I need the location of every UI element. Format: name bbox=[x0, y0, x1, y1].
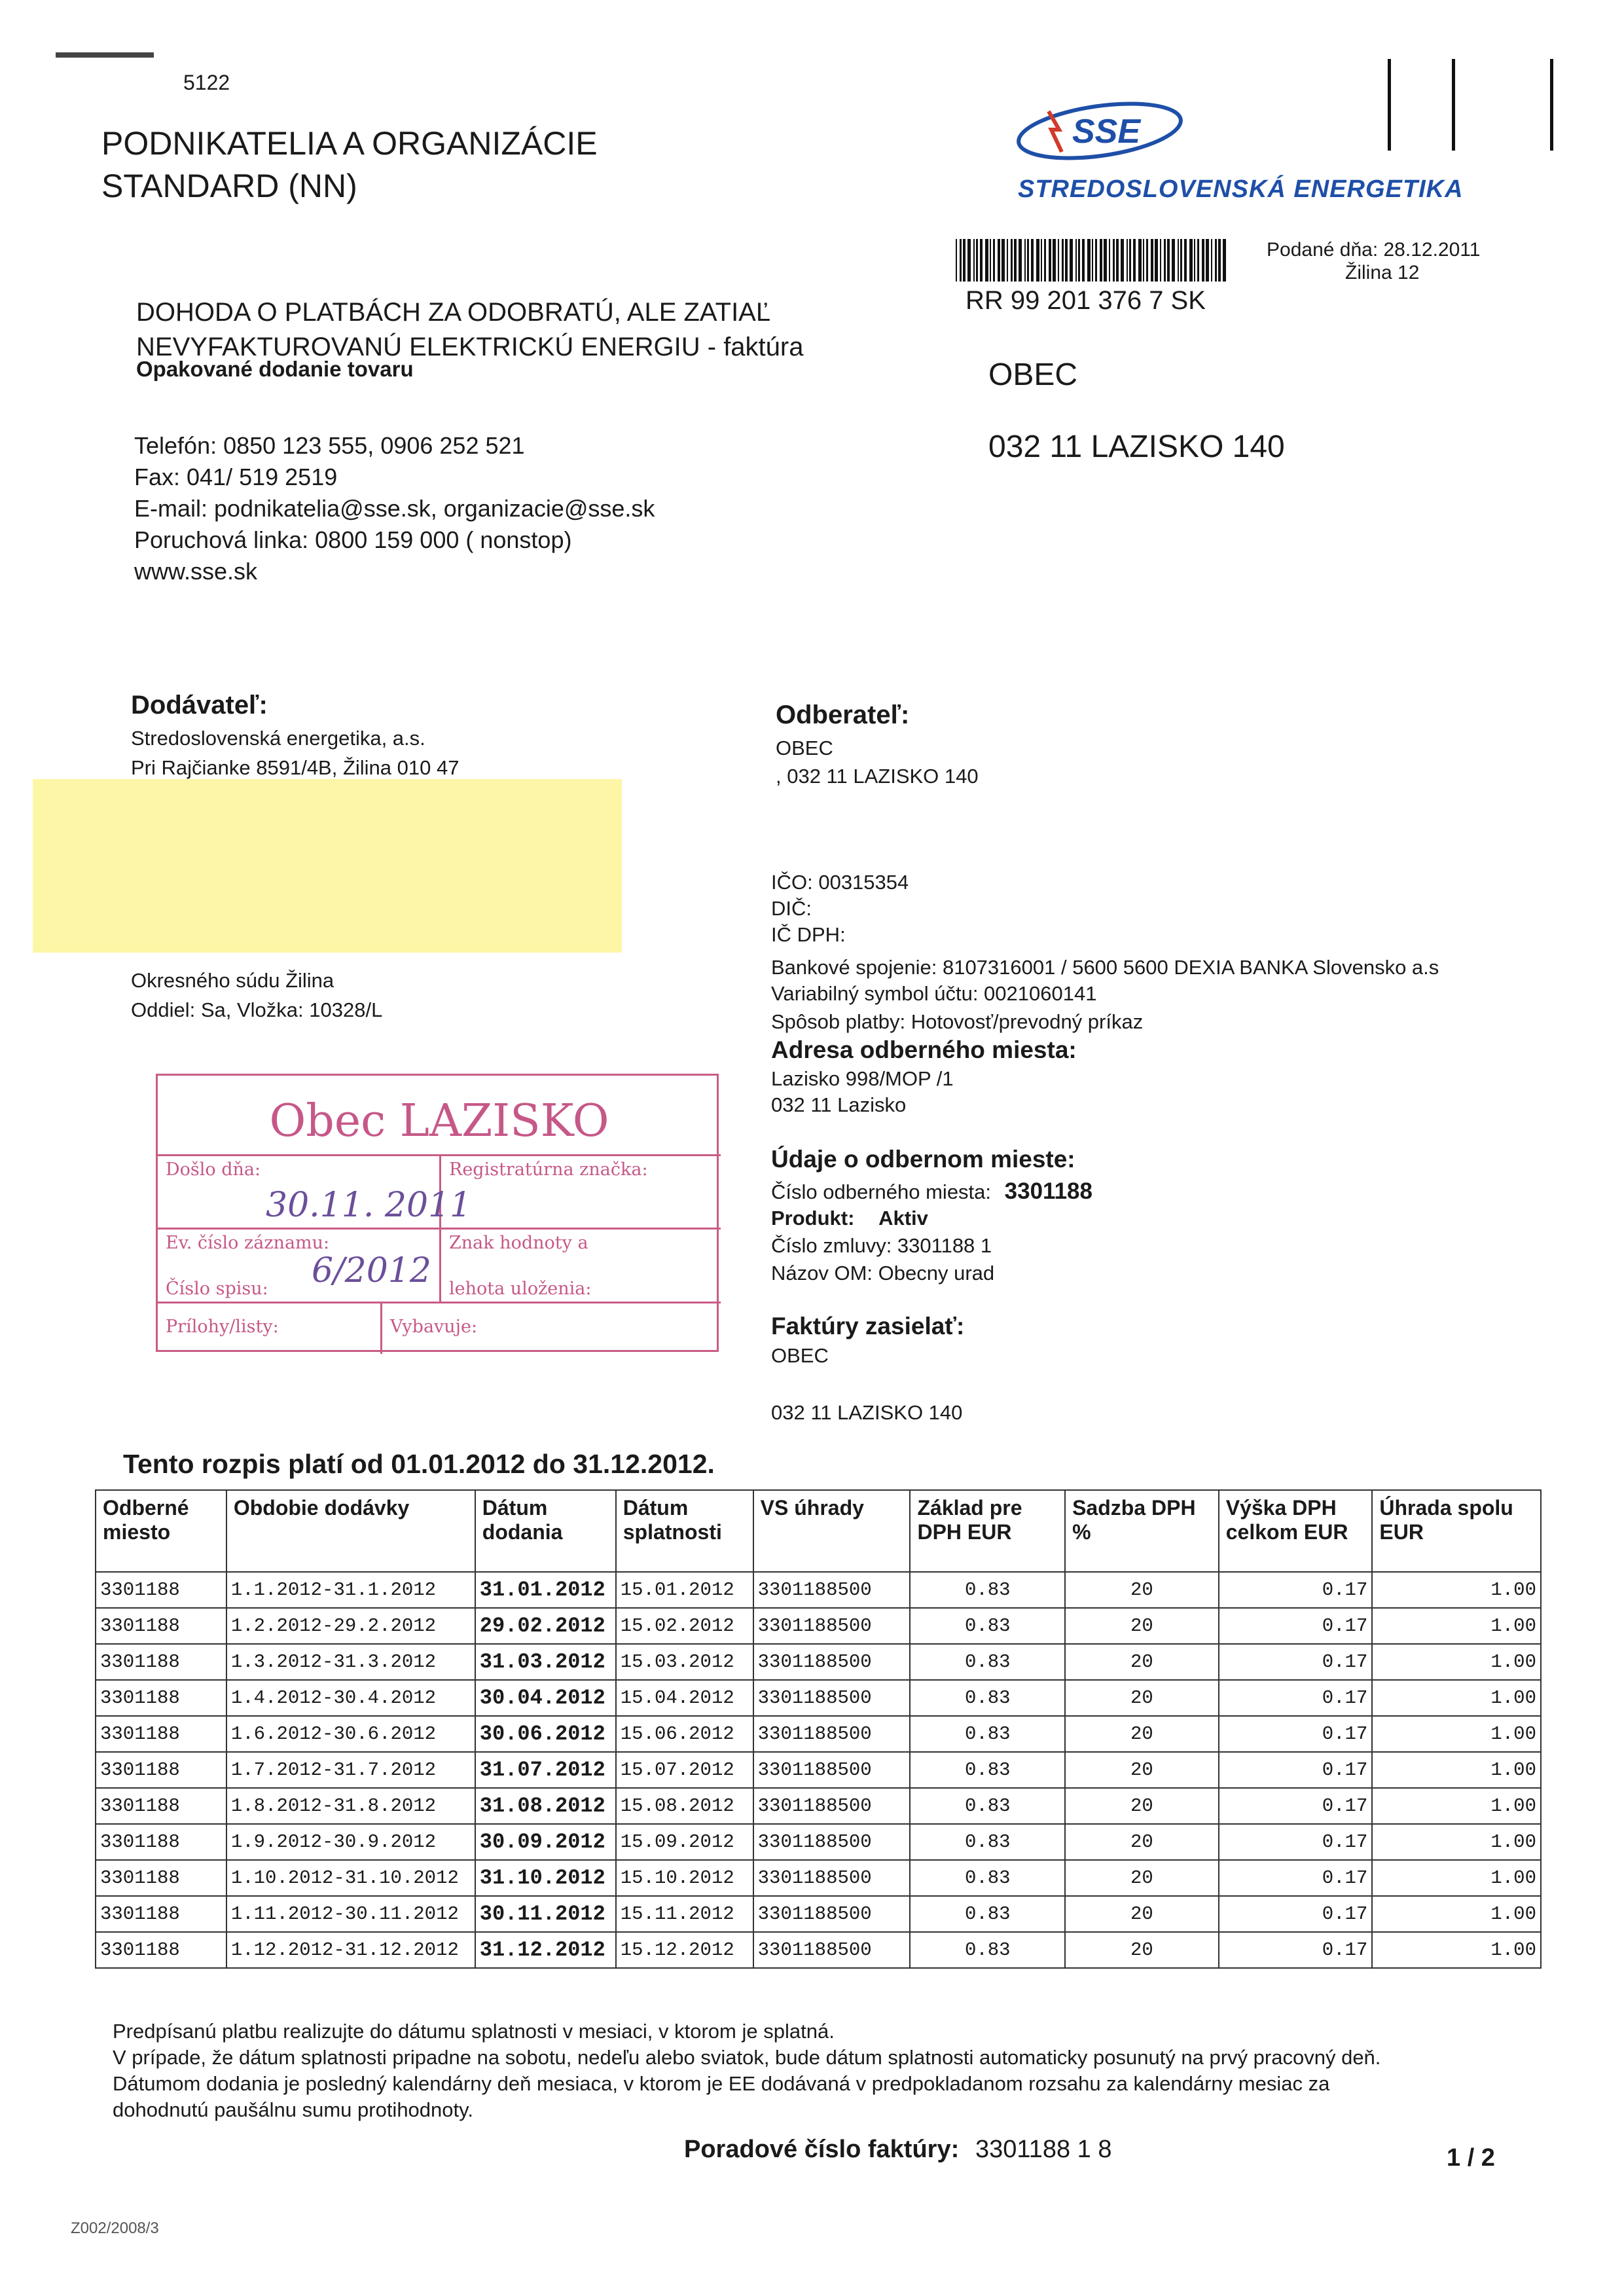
recipient-address: 032 11 LAZISKO 140 bbox=[988, 429, 1285, 464]
barcode-bar bbox=[1058, 239, 1059, 282]
cell-rate: 20 bbox=[1065, 1680, 1219, 1716]
barcode-bar bbox=[985, 239, 988, 282]
note-line2: V prípade, že dátum splatnosti pripadne na sobotu, nedeľu alebo sviatok, bude dátum splatnosti automaticky posunutý na prvý pracovný deň. bbox=[113, 2046, 1381, 2069]
barcode-bar bbox=[1011, 239, 1013, 282]
cell-vs: 3301188500 bbox=[753, 1932, 911, 1968]
cell-vs: 3301188500 bbox=[753, 1608, 911, 1644]
sort-mark bbox=[1550, 59, 1553, 151]
barcode-bar bbox=[1180, 239, 1182, 282]
site-address-line1: Lazisko 998/MOP /1 bbox=[771, 1067, 954, 1090]
cell-total: 1.00 bbox=[1372, 1680, 1541, 1716]
col-site: Odberné miesto bbox=[96, 1490, 226, 1572]
cell-due-date: 15.04.2012 bbox=[616, 1680, 753, 1716]
contact-hotline: Poruchová linka: 0800 159 000 ( nonstop) bbox=[134, 526, 572, 553]
cell-site: 3301188 bbox=[96, 1824, 226, 1860]
document-title-line1: DOHODA O PLATBÁCH ZA ODOBRATÚ, ALE ZATIAĽ bbox=[136, 298, 771, 327]
supplier-heading: Dodávateľ: bbox=[131, 691, 268, 720]
payment-schedule-table bbox=[95, 1489, 1542, 1969]
cell-delivery-date: 31.08.2012 bbox=[475, 1788, 616, 1824]
cell-vs: 3301188500 bbox=[753, 1860, 911, 1896]
supplier-name: Stredoslovenská energetika, a.s. bbox=[131, 727, 425, 750]
cell-period: 1.8.2012-31.8.2012 bbox=[226, 1788, 475, 1824]
barcode-bar bbox=[967, 239, 971, 282]
cell-due-date: 15.11.2012 bbox=[616, 1896, 753, 1932]
cell-total: 1.00 bbox=[1372, 1788, 1541, 1824]
col-base: Základ pre DPH EUR bbox=[910, 1490, 1065, 1572]
cell-delivery-date: 31.01.2012 bbox=[475, 1572, 616, 1608]
barcode-bar bbox=[1223, 239, 1226, 282]
cell-delivery-date: 30.06.2012 bbox=[475, 1716, 616, 1752]
barcode-bar bbox=[1202, 239, 1204, 282]
note-line1: Predpísanú platbu realizujte do dátumu splatnosti v mesiaci, v ktorom je splatná. bbox=[113, 2020, 835, 2043]
page-number: 1 / 2 bbox=[1447, 2144, 1495, 2172]
barcode-bar bbox=[1078, 239, 1080, 282]
cell-site: 3301188 bbox=[96, 1788, 226, 1824]
buyer-heading: Odberateľ: bbox=[776, 701, 910, 729]
cell-period: 1.9.2012-30.9.2012 bbox=[226, 1824, 475, 1860]
stamp-file-number: 6/2012 bbox=[312, 1251, 431, 1290]
table-row bbox=[96, 1608, 1541, 1644]
table-row bbox=[96, 1860, 1541, 1896]
submitted-post-office: Žilina 12 bbox=[1345, 262, 1420, 283]
cell-total: 1.00 bbox=[1372, 1824, 1541, 1860]
cell-due-date: 15.09.2012 bbox=[616, 1824, 753, 1860]
barcode-bar bbox=[1104, 239, 1107, 282]
cell-vat: 0.17 bbox=[1219, 1752, 1373, 1788]
cell-vat: 0.17 bbox=[1219, 1860, 1373, 1896]
cell-delivery-date: 31.07.2012 bbox=[475, 1752, 616, 1788]
barcode-bar bbox=[1100, 239, 1102, 282]
cell-due-date: 15.12.2012 bbox=[616, 1932, 753, 1968]
stamp-title: Obec LAZISKO bbox=[269, 1095, 609, 1147]
stamp-file-label: Číslo spisu: bbox=[166, 1279, 268, 1299]
barcode-bar bbox=[1211, 239, 1212, 282]
product-label: Produkt: bbox=[771, 1207, 855, 1230]
cell-rate: 20 bbox=[1065, 1932, 1219, 1968]
cell-site: 3301188 bbox=[96, 1572, 226, 1608]
form-code: Z002/2008/3 bbox=[71, 2219, 159, 2237]
barcode-bar bbox=[1049, 239, 1051, 282]
table-row bbox=[96, 1824, 1541, 1860]
cell-base: 0.83 bbox=[910, 1572, 1065, 1608]
cell-due-date: 15.01.2012 bbox=[616, 1572, 753, 1608]
invoices-to-address: 032 11 LAZISKO 140 bbox=[771, 1401, 963, 1424]
redaction-note bbox=[33, 779, 622, 953]
cell-rate: 20 bbox=[1065, 1824, 1219, 1860]
barcode-bar bbox=[1143, 239, 1144, 282]
barcode-bar bbox=[1218, 239, 1221, 282]
site-name: Názov OM: Obecny urad bbox=[771, 1262, 995, 1285]
segment-title-line1: PODNIKATELIA A ORGANIZÁCIE bbox=[101, 125, 598, 162]
barcode-bar bbox=[1024, 239, 1026, 282]
cell-vat: 0.17 bbox=[1219, 1644, 1373, 1680]
cell-period: 1.6.2012-30.6.2012 bbox=[226, 1716, 475, 1752]
table-row bbox=[96, 1572, 1541, 1608]
cell-due-date: 15.02.2012 bbox=[616, 1608, 753, 1644]
barcode-bar bbox=[1194, 239, 1195, 282]
cell-delivery-date: 30.04.2012 bbox=[475, 1680, 616, 1716]
cell-vat: 0.17 bbox=[1219, 1680, 1373, 1716]
cell-period: 1.3.2012-31.3.2012 bbox=[226, 1644, 475, 1680]
stamp-received-label: Došlo dňa: bbox=[166, 1159, 261, 1180]
barcode-bar bbox=[993, 239, 995, 282]
supplier-address: Pri Rajčianke 8591/4B, Žilina 010 47 bbox=[131, 756, 460, 779]
barcode-bar bbox=[1129, 239, 1131, 282]
col-due-date: Dátum splatnosti bbox=[616, 1490, 753, 1572]
barcode-bar bbox=[1172, 239, 1175, 282]
barcode-bar bbox=[1062, 239, 1064, 282]
barcode-bar bbox=[1215, 239, 1217, 282]
cell-base: 0.83 bbox=[910, 1860, 1065, 1896]
barcode-bar bbox=[960, 239, 962, 282]
cell-total: 1.00 bbox=[1372, 1716, 1541, 1752]
barcode-bar bbox=[956, 239, 957, 282]
cell-rate: 20 bbox=[1065, 1716, 1219, 1752]
cell-rate: 20 bbox=[1065, 1860, 1219, 1896]
barcode-bar bbox=[998, 239, 1000, 282]
table-row bbox=[96, 1788, 1541, 1824]
barcode-bar bbox=[1109, 239, 1110, 282]
invoices-to-heading: Faktúry zasielať: bbox=[771, 1313, 965, 1339]
product-value: Aktiv bbox=[878, 1207, 928, 1230]
stamp-handles-label: Vybavuje: bbox=[390, 1317, 478, 1337]
supplier-court: Okresného súdu Žilina bbox=[131, 969, 334, 992]
contact-web: www.sse.sk bbox=[134, 558, 258, 585]
cell-vat: 0.17 bbox=[1219, 1572, 1373, 1608]
table-row bbox=[96, 1644, 1541, 1680]
cell-due-date: 15.07.2012 bbox=[616, 1752, 753, 1788]
barcode-bar bbox=[1065, 239, 1068, 282]
cell-delivery-date: 30.09.2012 bbox=[475, 1824, 616, 1860]
barcode-bar bbox=[1184, 239, 1187, 282]
cell-base: 0.83 bbox=[910, 1788, 1065, 1824]
barcode-bar bbox=[973, 239, 975, 282]
cell-period: 1.12.2012-31.12.2012 bbox=[226, 1932, 475, 1968]
cell-vs: 3301188500 bbox=[753, 1824, 911, 1860]
site-number bbox=[771, 1178, 1092, 1205]
cell-delivery-date: 29.02.2012 bbox=[475, 1608, 616, 1644]
barcode-bar bbox=[1027, 239, 1029, 282]
cell-vat: 0.17 bbox=[1219, 1608, 1373, 1644]
stamp-registry-label: Registratúrna značka: bbox=[449, 1159, 648, 1180]
cell-base: 0.83 bbox=[910, 1680, 1065, 1716]
note-line3: Dátumom dodania je posledný kalendárny deň mesiaca, v ktorom je EE dodávaná v predpokladanom rozsahu za kalendárny mesiac za bbox=[113, 2072, 1330, 2095]
cell-site: 3301188 bbox=[96, 1896, 226, 1932]
cell-period: 1.7.2012-31.7.2012 bbox=[226, 1752, 475, 1788]
tracking-number: RR 99 201 376 7 SK bbox=[965, 286, 1206, 315]
table-row bbox=[96, 1680, 1541, 1716]
cell-base: 0.83 bbox=[910, 1896, 1065, 1932]
cell-base: 0.83 bbox=[910, 1752, 1065, 1788]
cell-vs: 3301188500 bbox=[753, 1716, 911, 1752]
cell-due-date: 15.03.2012 bbox=[616, 1644, 753, 1680]
cell-rate: 20 bbox=[1065, 1752, 1219, 1788]
barcode-bar bbox=[1189, 239, 1193, 282]
cell-base: 0.83 bbox=[910, 1824, 1065, 1860]
cell-site: 3301188 bbox=[96, 1752, 226, 1788]
cell-due-date: 15.08.2012 bbox=[616, 1788, 753, 1824]
barcode-bar bbox=[1041, 239, 1042, 282]
cell-rate: 20 bbox=[1065, 1644, 1219, 1680]
barcode-bar bbox=[1087, 239, 1091, 282]
cell-total: 1.00 bbox=[1372, 1896, 1541, 1932]
cell-rate: 20 bbox=[1065, 1896, 1219, 1932]
barcode-bar bbox=[1151, 239, 1153, 282]
table-row bbox=[96, 1896, 1541, 1932]
cell-vat: 0.17 bbox=[1219, 1788, 1373, 1824]
site-number-value: 3301188 bbox=[1004, 1178, 1092, 1204]
col-vs: VS úhrady bbox=[753, 1490, 911, 1572]
product bbox=[771, 1207, 928, 1230]
table-row bbox=[96, 1752, 1541, 1788]
cell-total: 1.00 bbox=[1372, 1572, 1541, 1608]
col-period: Obdobie dodávky bbox=[226, 1490, 475, 1572]
cell-site: 3301188 bbox=[96, 1716, 226, 1752]
submitted-date: Podané dňa: 28.12.2011 bbox=[1267, 239, 1481, 261]
barcode-bar bbox=[1095, 239, 1097, 282]
buyer-ic-dph: IČ DPH: bbox=[771, 923, 846, 946]
barcode-bar bbox=[1206, 239, 1209, 282]
cell-vs: 3301188500 bbox=[753, 1752, 911, 1788]
cell-base: 0.83 bbox=[910, 1716, 1065, 1752]
cell-base: 0.83 bbox=[910, 1644, 1065, 1680]
site-address-line2: 032 11 Lazisko bbox=[771, 1093, 907, 1116]
barcode-bar bbox=[1197, 239, 1199, 282]
cell-delivery-date: 30.11.2012 bbox=[475, 1896, 616, 1932]
stamp-retention-label: lehota uloženia: bbox=[449, 1279, 592, 1299]
barcode-bar bbox=[1113, 239, 1115, 282]
cell-total: 1.00 bbox=[1372, 1608, 1541, 1644]
cell-total: 1.00 bbox=[1372, 1752, 1541, 1788]
cell-delivery-date: 31.10.2012 bbox=[475, 1860, 616, 1896]
segment-title-line2: STANDARD (NN) bbox=[101, 168, 357, 204]
barcode-bar bbox=[1121, 239, 1124, 282]
barcode-bar bbox=[963, 239, 965, 282]
cell-site: 3301188 bbox=[96, 1644, 226, 1680]
cell-period: 1.2.2012-29.2.2012 bbox=[226, 1608, 475, 1644]
buyer-variable-symbol: Variabilný symbol účtu: 0021060141 bbox=[771, 982, 1097, 1005]
table-row bbox=[96, 1716, 1541, 1752]
cell-vs: 3301188500 bbox=[753, 1788, 911, 1824]
barcode-bar bbox=[1092, 239, 1093, 282]
buyer-name: OBEC bbox=[776, 737, 833, 759]
contact-fax: Fax: 041/ 519 2519 bbox=[134, 464, 338, 490]
barcode-bar bbox=[1138, 239, 1142, 282]
scan-mark bbox=[56, 52, 154, 58]
contact-email: E-mail: podnikatelia@sse.sk, organizacie@sse.sk bbox=[134, 495, 655, 522]
barcode-bar bbox=[1127, 239, 1128, 282]
cell-rate: 20 bbox=[1065, 1608, 1219, 1644]
buyer-ico: IČO: 00315354 bbox=[771, 871, 909, 894]
invoice-number: 3301188 1 8 bbox=[975, 2136, 1112, 2163]
document-subtitle: Opakované dodanie tovaru bbox=[136, 357, 414, 381]
cell-vs: 3301188500 bbox=[753, 1644, 911, 1680]
cell-vat: 0.17 bbox=[1219, 1824, 1373, 1860]
col-vat: Výška DPH celkom EUR bbox=[1219, 1490, 1373, 1572]
contact-phone: Telefón: 0850 123 555, 0906 252 521 bbox=[134, 432, 525, 459]
postal-barcode bbox=[956, 239, 1231, 282]
cell-vat: 0.17 bbox=[1219, 1716, 1373, 1752]
cell-vs: 3301188500 bbox=[753, 1680, 911, 1716]
barcode-bar bbox=[1155, 239, 1158, 282]
cell-rate: 20 bbox=[1065, 1788, 1219, 1824]
stamp-attachments-label: Prílohy/listy: bbox=[166, 1317, 279, 1337]
barcode-bar bbox=[1133, 239, 1136, 282]
cell-base: 0.83 bbox=[910, 1932, 1065, 1968]
table-row bbox=[96, 1932, 1541, 1968]
site-address-heading: Adresa odberného miesta: bbox=[771, 1036, 1077, 1063]
barcode-bar bbox=[990, 239, 991, 282]
barcode-bar bbox=[1031, 239, 1034, 282]
cell-rate: 20 bbox=[1065, 1572, 1219, 1608]
barcode-bar bbox=[1082, 239, 1085, 282]
cell-site: 3301188 bbox=[96, 1932, 226, 1968]
document-code: 5122 bbox=[183, 71, 230, 94]
cell-vat: 0.17 bbox=[1219, 1932, 1373, 1968]
cell-total: 1.00 bbox=[1372, 1644, 1541, 1680]
sse-logo bbox=[1008, 98, 1191, 164]
barcode-bar bbox=[976, 239, 978, 282]
invoice-number-label: Poradové číslo faktúry: bbox=[684, 2136, 960, 2163]
barcode-bar bbox=[1001, 239, 1005, 282]
cell-site: 3301188 bbox=[96, 1608, 226, 1644]
table-header-row bbox=[96, 1490, 1541, 1572]
company-name: STREDOSLOVENSKÁ ENERGETIKA bbox=[1018, 175, 1464, 203]
stamp-received-date: 30.11. 2011 bbox=[266, 1186, 472, 1225]
contract-number: Číslo zmluvy: 3301188 1 bbox=[771, 1234, 992, 1257]
barcode-bar bbox=[1044, 239, 1046, 282]
barcode-bar bbox=[1116, 239, 1119, 282]
buyer-address: , 032 11 LAZISKO 140 bbox=[776, 765, 979, 788]
cell-due-date: 15.06.2012 bbox=[616, 1716, 753, 1752]
barcode-bar bbox=[980, 239, 983, 282]
sort-mark bbox=[1452, 59, 1455, 151]
invoices-to-name: OBEC bbox=[771, 1344, 829, 1367]
cell-due-date: 15.10.2012 bbox=[616, 1860, 753, 1896]
barcode-bar bbox=[1146, 239, 1148, 282]
cell-vs: 3301188500 bbox=[753, 1572, 911, 1608]
buyer-dic: DIČ: bbox=[771, 897, 812, 920]
buyer-bank: Bankové spojenie: 8107316001 / 5600 5600 DEXIA BANKA Slovensko a.s bbox=[771, 956, 1439, 979]
validity-period: Tento rozpis platí od 01.01.2012 do 31.12.2012. bbox=[123, 1449, 715, 1479]
barcode-bar bbox=[1075, 239, 1077, 282]
barcode-bar bbox=[1053, 239, 1056, 282]
barcode-bar bbox=[1160, 239, 1161, 282]
cell-vs: 3301188500 bbox=[753, 1896, 911, 1932]
document-title-line2: NEVYFAKTUROVANÚ ELEKTRICKÚ ENERGIU - faktúra bbox=[136, 333, 804, 361]
cell-vat: 0.17 bbox=[1219, 1896, 1373, 1932]
barcode-bar bbox=[1019, 239, 1022, 282]
site-details-heading: Údaje o odbernom mieste: bbox=[771, 1146, 1075, 1173]
barcode-bar bbox=[1070, 239, 1073, 282]
supplier-section: Oddiel: Sa, Vložka: 10328/L bbox=[131, 998, 383, 1021]
cell-base: 0.83 bbox=[910, 1608, 1065, 1644]
col-rate: Sadzba DPH % bbox=[1065, 1490, 1219, 1572]
cell-delivery-date: 31.03.2012 bbox=[475, 1644, 616, 1680]
barcode-bar bbox=[1164, 239, 1166, 282]
cell-total: 1.00 bbox=[1372, 1860, 1541, 1896]
col-total: Úhrada spolu EUR bbox=[1372, 1490, 1541, 1572]
registry-stamp bbox=[156, 1074, 719, 1352]
cell-total: 1.00 bbox=[1372, 1932, 1541, 1968]
stamp-value-label: Znak hodnoty a bbox=[449, 1233, 588, 1253]
sort-mark bbox=[1388, 59, 1391, 151]
cell-delivery-date: 31.12.2012 bbox=[475, 1932, 616, 1968]
barcode-bar bbox=[1167, 239, 1170, 282]
cell-period: 1.11.2012-30.11.2012 bbox=[226, 1896, 475, 1932]
barcode-bar bbox=[1178, 239, 1179, 282]
stamp-record-label: Ev. číslo záznamu: bbox=[166, 1233, 330, 1253]
note-line4: dohodnutú paušálnu sumu protihodnoty. bbox=[113, 2098, 473, 2121]
cell-period: 1.4.2012-30.4.2012 bbox=[226, 1680, 475, 1716]
cell-period: 1.10.2012-31.10.2012 bbox=[226, 1860, 475, 1896]
barcode-bar bbox=[1014, 239, 1017, 282]
buyer-payment-method: Spôsob platby: Hotovosť/prevodný príkaz bbox=[771, 1010, 1144, 1033]
site-number-label: Číslo odberného miesta: bbox=[771, 1180, 992, 1203]
barcode-bar bbox=[1036, 239, 1039, 282]
cell-site: 3301188 bbox=[96, 1680, 226, 1716]
col-delivery-date: Dátum dodania bbox=[475, 1490, 616, 1572]
cell-site: 3301188 bbox=[96, 1860, 226, 1896]
sse-logo-text: SSE bbox=[1072, 113, 1141, 151]
cell-period: 1.1.2012-31.1.2012 bbox=[226, 1572, 475, 1608]
recipient-name: OBEC bbox=[988, 357, 1078, 392]
barcode-bar bbox=[1007, 239, 1008, 282]
